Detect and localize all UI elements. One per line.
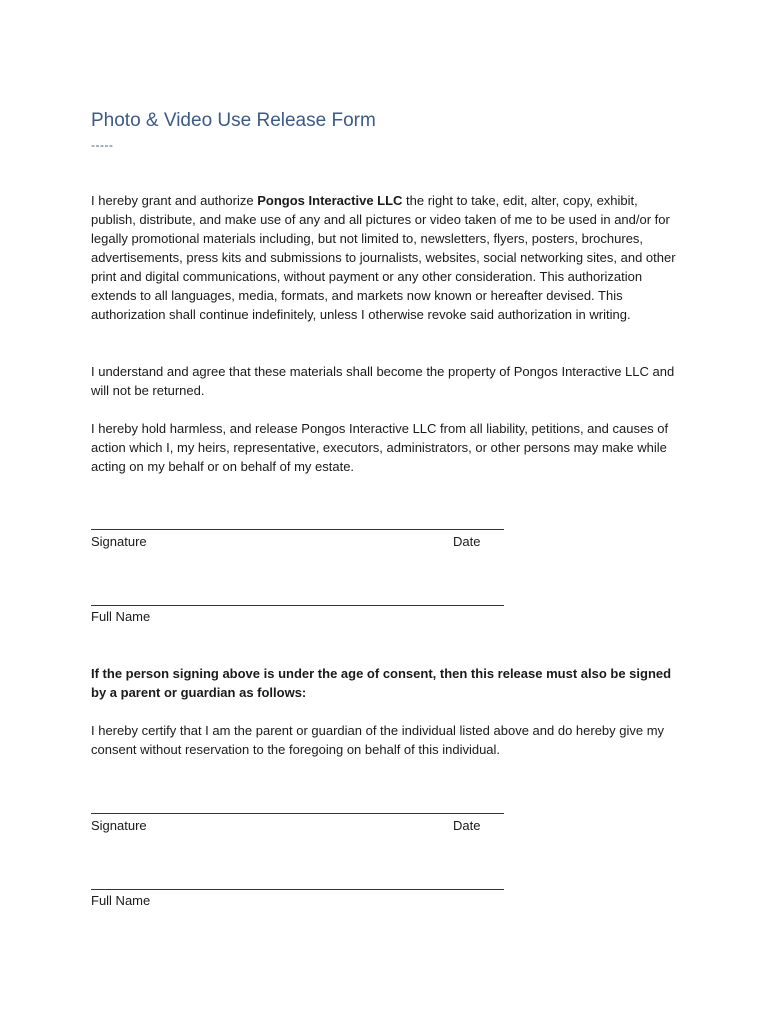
property-paragraph: I understand and agree that these materials shall become the property of Pongos Interactive LLC and will not be returned. [91, 364, 675, 398]
authorization-prefix: I hereby grant and authorize [91, 193, 258, 208]
authorization-paragraph [91, 191, 679, 324]
form-title: Photo & Video Use Release Form [91, 110, 376, 131]
title-divider: ----- [91, 138, 114, 152]
guardian-certification-paragraph: I hereby certify that I am the parent or guardian of the individual listed above and do hereby give my consent without reservation to the foregoing on behalf of this individual. [91, 723, 665, 757]
full-name-line-2[interactable] [91, 889, 504, 890]
release-paragraph: I hereby hold harmless, and release Pongos Interactive LLC from all liability, petitions, and causes of action which I, my heirs, representative, executors, administrators, or other persons may make while acting on my behalf or on behalf of my estate. [91, 421, 669, 474]
authorization-body: the right to take, edit, alter, copy, exhibit, publish, distribute, and make use of any and all pictures or video taken of me to be used in and/or for legally promotional materials including, but not limited to, newsletters, flyers, posters, brochures, advertisements, press kits and submissions to journalists, websites, social networking sites, and other print and digital communications, without payment or any other consideration. This authorization extends to all languages, media, formats, and markets now known or hereafter devised. This authorization shall continue indefinitely, unless I otherwise revoke said authorization in writing. [91, 193, 676, 322]
minor-consent-notice: If the person signing above is under the age of consent, then this release must also be signed by a parent or guardian as follows: [91, 666, 672, 700]
company-name: Pongos Interactive LLC [257, 193, 403, 208]
full-name-line-1[interactable] [91, 605, 504, 606]
date-label-2: Date [453, 818, 481, 833]
full-name-label-1: Full Name [91, 609, 151, 624]
full-name-label-2: Full Name [91, 893, 151, 908]
date-label-1: Date [453, 534, 481, 549]
signature-label-2: Signature [91, 818, 147, 833]
signature-label-1: Signature [91, 534, 147, 549]
signature-line-1[interactable] [91, 529, 504, 530]
signature-line-2[interactable] [91, 813, 504, 814]
